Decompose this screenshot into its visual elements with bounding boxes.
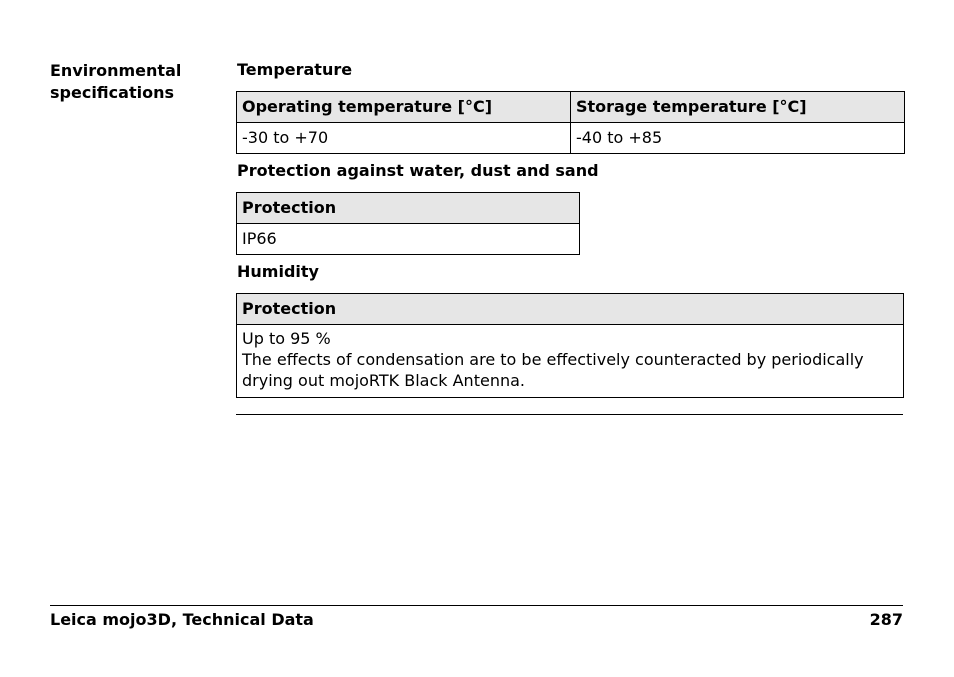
operating-temperature-header: Operating temperature [°C] bbox=[237, 92, 571, 123]
footer-divider bbox=[50, 605, 903, 606]
footer-title: Leica mojo3D, Technical Data bbox=[50, 610, 314, 629]
protection-value: IP66 bbox=[237, 224, 580, 255]
humidity-note: The effects of condensation are to be effectively counteracted by periodically drying out mojoRTK Black Antenna. bbox=[242, 350, 864, 390]
table-header-row bbox=[237, 294, 904, 325]
temperature-table bbox=[236, 91, 905, 154]
table-header-row bbox=[237, 193, 580, 224]
storage-temperature-header: Storage temperature [°C] bbox=[571, 92, 905, 123]
humidity-protection-header: Protection bbox=[237, 294, 904, 325]
protection-heading: Protection against water, dust and sand bbox=[237, 161, 599, 180]
temperature-heading: Temperature bbox=[237, 60, 353, 79]
protection-table bbox=[236, 192, 580, 255]
storage-temperature-value: -40 to +85 bbox=[571, 123, 905, 154]
operating-temperature-value: -30 to +70 bbox=[237, 123, 571, 154]
table-row bbox=[237, 224, 580, 255]
humidity-value: Up to 95 % bbox=[242, 329, 331, 348]
table-row bbox=[237, 123, 905, 154]
humidity-heading: Humidity bbox=[237, 262, 319, 281]
page-number: 287 bbox=[869, 610, 903, 629]
humidity-table bbox=[236, 293, 904, 398]
table-header-row bbox=[237, 92, 905, 123]
section-end-divider bbox=[236, 414, 903, 415]
section-side-heading: Environmental specifications bbox=[50, 61, 182, 102]
humidity-value-cell bbox=[237, 325, 904, 398]
protection-header: Protection bbox=[237, 193, 580, 224]
table-row bbox=[237, 325, 904, 398]
